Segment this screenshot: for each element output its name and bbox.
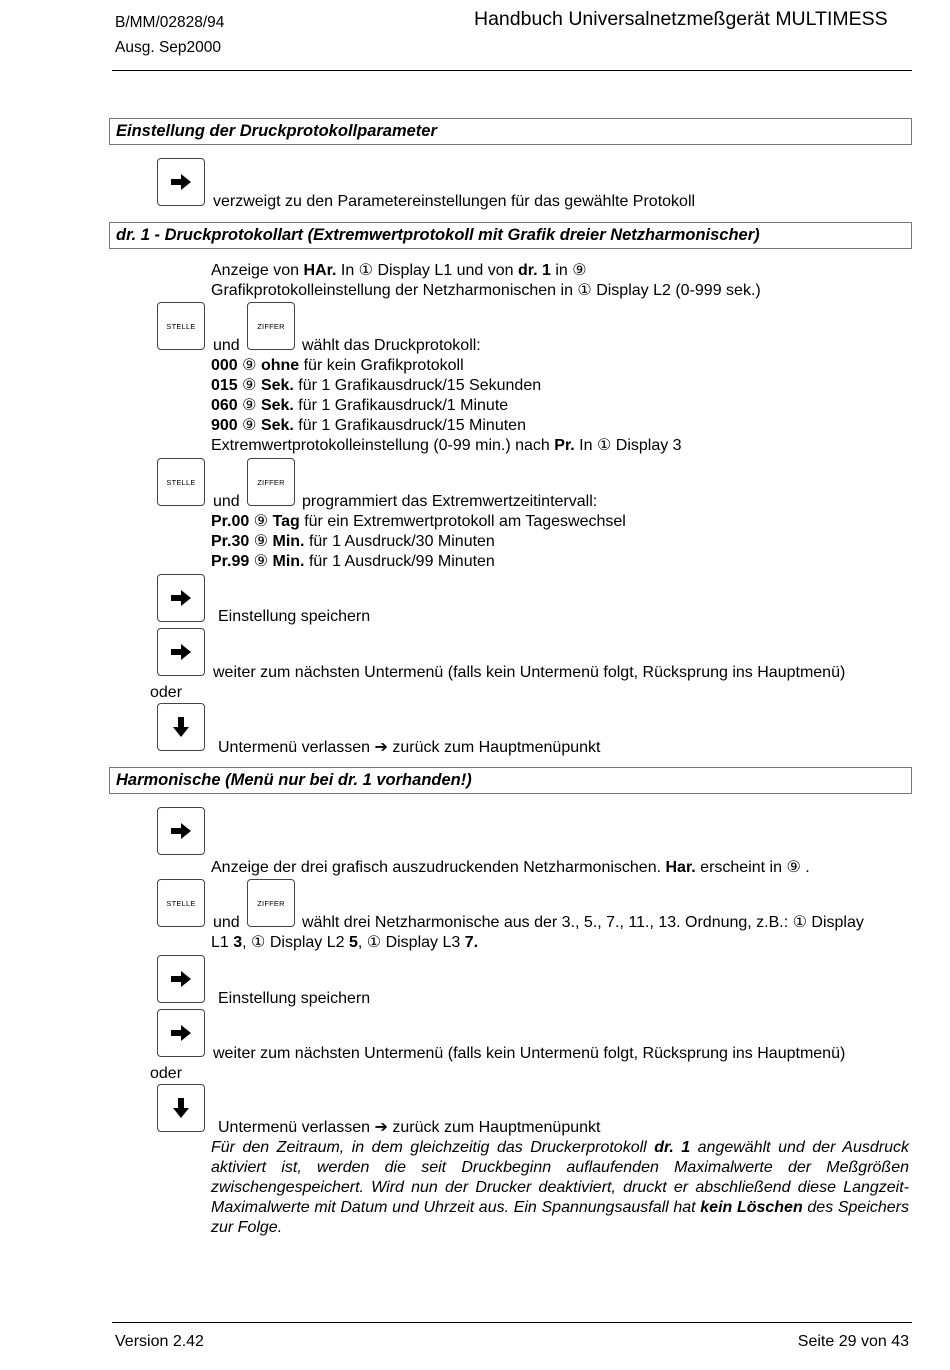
stelle-key[interactable] bbox=[157, 302, 205, 350]
extremwert-line: Extremwertprotokolleinstellung (0-99 min.) nach Pr. In ① Display 3 bbox=[211, 437, 682, 454]
waehlt-text: wählt das Druckprotokoll: bbox=[302, 337, 481, 354]
arrow-right-icon bbox=[170, 643, 192, 661]
document-title: Handbuch Universalnetzmeßgerät MULTIMESS bbox=[474, 8, 888, 30]
ziffer-key-label: ZIFFER bbox=[257, 898, 285, 908]
anzeige-harmonische-line: Anzeige der drei grafisch auszudruckenden Netzharmonischen. Har. erscheint in ⑨ . bbox=[211, 859, 810, 876]
speichern-text: Einstellung speichern bbox=[218, 990, 371, 1007]
section-title-druckprotokollart: dr. 1 - Druckprotokollart (Extremwertprotokoll mit Grafik dreier Netzharmonischer) bbox=[109, 222, 912, 249]
option-000: 000 ⑨ ohne für kein Grafikprotokoll bbox=[211, 357, 464, 374]
section-title-druckprotokollparameter: Einstellung der Druckprotokollparameter bbox=[109, 118, 912, 145]
und-label: und bbox=[213, 337, 240, 354]
ziffer-key[interactable] bbox=[247, 302, 295, 350]
verlassen-text: Untermenü verlassen ➔ zurück zum Hauptmenüpunkt bbox=[218, 739, 601, 756]
arrow-right-key[interactable] bbox=[157, 1009, 205, 1057]
programmiert-text: programmiert das Extremwertzeitintervall: bbox=[302, 493, 598, 510]
arrow-right-icon bbox=[170, 589, 192, 607]
verlassen-text: Untermenü verlassen ➔ zurück zum Hauptmenüpunkt bbox=[218, 1119, 601, 1136]
stelle-key-label: STELLE bbox=[166, 898, 196, 908]
page-number: Seite 29 von 43 bbox=[797, 1333, 909, 1350]
header-rule bbox=[112, 70, 912, 71]
arrow-right-icon bbox=[170, 970, 192, 988]
arrow-down-key[interactable] bbox=[157, 703, 205, 751]
weiter-text: weiter zum nächsten Untermenü (falls kein Untermenü folgt, Rücksprung ins Hauptmenü) bbox=[213, 1045, 846, 1062]
arrow-down-icon bbox=[172, 1097, 190, 1119]
waehlt-harmonische-text: wählt drei Netzharmonische aus der 3., 5., 7., 11., 13. Ordnung, z.B.: ① Display bbox=[302, 914, 864, 931]
branch-text: verzweigt zu den Parametereinstellungen für das gewählte Protokoll bbox=[213, 193, 696, 210]
section-title-harmonische: Harmonische (Menü nur bei dr. 1 vorhanden!) bbox=[109, 767, 912, 794]
weiter-text: weiter zum nächsten Untermenü (falls kein Untermenü folgt, Rücksprung ins Hauptmenü) bbox=[213, 664, 846, 681]
option-900: 900 ⑨ Sek. für 1 Grafikausdruck/15 Minuten bbox=[211, 417, 526, 434]
stelle-key-label: STELLE bbox=[166, 477, 196, 487]
grafik-einstellung-line: Grafikprotokolleinstellung der Netzharmonischen in ① Display L2 (0-999 sek.) bbox=[211, 282, 761, 299]
speichern-text: Einstellung speichern bbox=[218, 608, 371, 625]
stelle-key[interactable] bbox=[157, 458, 205, 506]
ziffer-key[interactable] bbox=[247, 879, 295, 927]
stelle-key-label: STELLE bbox=[166, 321, 196, 331]
arrow-right-key[interactable] bbox=[157, 574, 205, 622]
arrow-down-icon bbox=[172, 716, 190, 738]
doc-id: B/MM/02828/94 bbox=[115, 14, 225, 31]
oder-label: oder bbox=[150, 684, 183, 701]
note-paragraph: Für den Zeitraum, in dem gleichzeitig das Druckerprotokoll dr. 1 angewählt und der Ausdruck aktiviert ist, werden die seit Druckbeginn auflaufenden Maximalwerte der Meßgrößen zwischengespeichert. Wird nun der Drucker deaktiviert, druckt er abschließend diese Langzeit-Maximalwerte mit Datum und Uhrzeit aus. Ein Spannungsausfall hat kein Löschen des Speichers zur Folge. bbox=[211, 1139, 910, 1236]
arrow-right-key[interactable] bbox=[157, 955, 205, 1003]
und-label: und bbox=[213, 914, 240, 931]
arrow-right-key[interactable] bbox=[157, 158, 205, 206]
document-id bbox=[115, 10, 224, 60]
ziffer-key-label: ZIFFER bbox=[257, 321, 285, 331]
pr-option-30: Pr.30 ⑨ Min. für 1 Ausdruck/30 Minuten bbox=[211, 533, 495, 550]
pr-option-00: Pr.00 ⑨ Tag für ein Extremwertprotokoll am Tageswechsel bbox=[211, 513, 626, 530]
pr-option-99: Pr.99 ⑨ Min. für 1 Ausdruck/99 Minuten bbox=[211, 553, 495, 570]
option-060: 060 ⑨ Sek. für 1 Grafikausdruck/1 Minute bbox=[211, 397, 509, 414]
version-label: Version 2.42 bbox=[115, 1333, 204, 1350]
stelle-key[interactable] bbox=[157, 879, 205, 927]
edition: Ausg. Sep2000 bbox=[115, 39, 222, 56]
footer-rule bbox=[112, 1322, 912, 1323]
und-label: und bbox=[213, 493, 240, 510]
arrow-right-key[interactable] bbox=[157, 628, 205, 676]
ziffer-key[interactable] bbox=[247, 458, 295, 506]
option-015: 015 ⑨ Sek. für 1 Grafikausdruck/15 Sekunden bbox=[211, 377, 542, 394]
arrow-right-icon bbox=[170, 173, 192, 191]
anzeige-har-line: Anzeige von HAr. In ① Display L1 und von dr. 1 in ⑨ bbox=[211, 262, 587, 279]
oder-label: oder bbox=[150, 1065, 183, 1082]
arrow-right-icon bbox=[170, 1024, 192, 1042]
display-example-line: L1 3, ① Display L2 5, ① Display L3 7. bbox=[211, 934, 479, 951]
arrow-right-key[interactable] bbox=[157, 807, 205, 855]
arrow-right-icon bbox=[170, 822, 192, 840]
ziffer-key-label: ZIFFER bbox=[257, 477, 285, 487]
arrow-down-key[interactable] bbox=[157, 1084, 205, 1132]
